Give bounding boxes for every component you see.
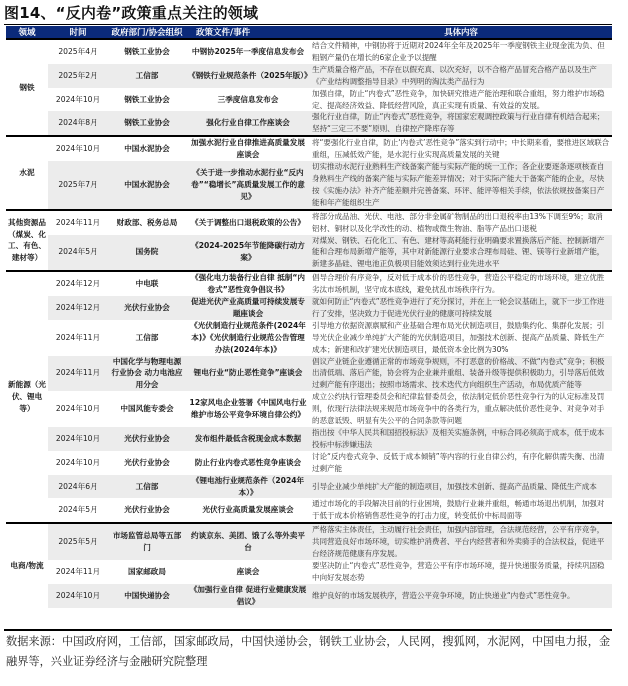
doc-cell: 强化行业自律工作座谈会 xyxy=(186,111,310,136)
time-cell: 2024年6月 xyxy=(48,475,108,499)
doc-cell: 12家风电企业签署《中国风电行业维护市场公平竞争环境自律公约》 xyxy=(189,398,307,420)
doc-cell: 约谈京东、美团、饿了么等外卖平台 xyxy=(186,523,310,560)
time-cell: 2025年2月 xyxy=(48,64,108,88)
content-cell: 维护良好的市场发展秩序，营造公平竞争环境，防止快递业“内卷式”恶性竞争。 xyxy=(310,584,612,608)
doc-cell: 《关于进一步推动水泥行业“反内卷”“稳增长”高质量发展工作的意见》 xyxy=(186,161,310,210)
org-cell: 国务院 xyxy=(108,235,186,272)
org-cell: 中国化学与物理电源行业协会 动力电池应用分会 xyxy=(108,356,186,392)
content-cell: 将“要强化行业自律，防止‘内卷式’恶性竞争”落实到行动中；中长期来看，要推进区域联合重组，压减低效产能，是水泥行业实现高质量发展的关键 xyxy=(310,136,612,161)
doc-cell: 促进光伏产业高质量可持续发展专题座谈会 xyxy=(186,296,310,320)
doc-cell: 锂电行业“防止恶性竞争”座谈会 xyxy=(186,356,310,392)
doc-cell: 加强水泥行业自律推进高质量发展座谈会 xyxy=(186,136,310,161)
table-row xyxy=(6,498,612,523)
content-cell: 倡导合理价有序竞争，反对低于成本价的恶性竞争，营造公平稳定的市场环境，建立优胜劣汰市场机制，坚守成本底线，避免扰乱市场秩序行为。 xyxy=(310,271,612,296)
table-row xyxy=(6,451,612,475)
content-cell: 严格落实主体责任，主动履行社会责任，加强内部管理，合法规范经营，公平有序竞争，共同营造良好市场环境，切实维护消费者、平台内经营者和外卖骑手的合法权益，促进平台经济规范健康有序发展。 xyxy=(310,523,612,560)
org-cell: 光伏行业协会 xyxy=(108,427,186,451)
table-row xyxy=(6,210,612,235)
table-row xyxy=(6,39,612,64)
table-row xyxy=(6,560,612,584)
domain-cell: 钢铁 xyxy=(19,82,35,92)
col-header-time: 时间 xyxy=(48,26,108,39)
time-cell: 2025年7月 xyxy=(48,161,108,210)
content-cell: 倡议产业链企业遵循正常的市场竞争规则，不打恶意的价格战、不做“内卷式”竞争；积极出清低端、落后产能，协会将为企业兼并重组、装备升级等提供积极助力，引导落后低效过剩产能有序退出；按照市场需求、技术迭代方向组织生产活动，布局优质产能等 xyxy=(310,356,612,392)
time-cell: 2024年11月 xyxy=(55,332,101,342)
doc-cell: 《关于调整出口退税政策的公告》 xyxy=(186,210,310,235)
content-cell: 通过市场化的手段解决目前的行业困境，鼓励行业兼并重组，畅通市场退出机制，加强对于低于成本价格销售恶性竞争的打击力度，转变低价中标局面等 xyxy=(312,499,605,521)
domain-cell: 电商/物流 xyxy=(6,523,48,607)
table-row xyxy=(6,296,612,320)
org-cell: 中电联 xyxy=(108,271,186,296)
time-cell: 2024年12月 xyxy=(48,296,108,320)
table-row xyxy=(6,64,612,88)
table-row xyxy=(6,88,612,112)
table-row xyxy=(6,271,612,296)
table-row xyxy=(6,475,612,499)
doc-cell: 《锂电池行业规范条件（2024年本）》 xyxy=(186,475,310,499)
doc-cell: 防止行业内卷式恶性竞争座谈会 xyxy=(194,457,302,467)
domain-cell: 水泥 xyxy=(6,136,48,209)
org-cell: 钢铁工业协会 xyxy=(108,111,186,136)
table-row xyxy=(6,320,612,356)
time-cell: 2024年12月 xyxy=(48,271,108,296)
org-cell: 中国水泥协会 xyxy=(108,136,186,161)
doc-cell: 《光伏制造行业规范条件(2024年本)》《光伏制造行业规范公告管理办法(2024年本)》 xyxy=(190,320,306,354)
content-cell: 讨论“反内卷式竞争、反低于成本倾销”等内容的行业自律公约，有序化解供需失衡、出清过剩产能 xyxy=(312,451,605,473)
content-cell: 加强自律，防止“内卷式”恶性竞争，加快研究推进产能治理和联合重组，努力维护市场稳定、提高经济效益、降低经营风险，真正实现有质量、有效益的发展。 xyxy=(312,88,605,110)
table-row xyxy=(6,235,612,272)
policy-table xyxy=(6,26,612,608)
source-note: 数据来源：中国政府网，工信部，国家邮政局，中国快递协会，钢铁工业协会，人民网，搜狐网，水泥网，中国电力报，金融界等，兴业证券经济与金融研究院整理 xyxy=(6,635,611,668)
doc-cell: 《强化电力装备行业自律 抵制“内卷式”恶性竞争倡议书》 xyxy=(186,271,310,296)
bottom-rule xyxy=(4,629,612,631)
time-cell: 2024年10月 xyxy=(48,427,108,451)
time-cell: 2024年5月 xyxy=(58,505,98,515)
figure-title: 图14、“反内卷”政策重点关注的领域 xyxy=(4,4,259,22)
content-cell: 生产质量合格产品，不存在以假充真、以次充好，以不合格产品冒充合格产品以及生产《产业结构调整指导目录》中列明的淘汰类产品行为 xyxy=(310,64,612,88)
content-cell: 将部分成品油、光伏、电池、部分非金属矿物制品的出口退税率由13%下调至9%；取消铝材、铜材以及化学改性的动、植物或微生物油、脂等产品出口退税 xyxy=(310,210,612,235)
table-row xyxy=(6,584,612,608)
org-cell: 国家邮政局 xyxy=(128,566,166,576)
org-cell: 工信部 xyxy=(135,332,159,342)
doc-cell: 光伏行业高质量发展座谈会 xyxy=(202,505,294,515)
doc-cell: 中钢协2025年一季度信息发布会 xyxy=(191,46,305,56)
table-row xyxy=(6,427,612,451)
org-cell: 光伏行业协会 xyxy=(108,296,186,320)
content-cell: 引导地方依据资源禀赋和产业基础合理布局光伏制造项目，鼓励集约化、集群化发展；引导光伏企业减少单纯扩大产能的光伏制造项目，加强技术创新、提高产品质量、降低生产成本；新建和改扩建光伏制造项目，最低资本金比例为30% xyxy=(312,320,605,354)
doc-cell: 三季度信息发布会 xyxy=(217,94,279,104)
content-cell: 切实推动水泥行业熟料生产线备案产能与实际产能的统一工作；各企业要逐条逐项核查自身熟料生产线的备案产能与实际产能差异情况；对于实际产能大于备案产能的企业，尽快按《实施办法》补齐产能差额并完善备案、环评、能评等相关手续，依法依规按备案日产能和年产能组织生产 xyxy=(310,161,612,210)
time-cell: 2024年10月 xyxy=(55,457,101,467)
doc-cell: 《2024-2025年节能降碳行动方案》 xyxy=(186,235,310,272)
doc-cell: 座谈会 xyxy=(236,566,260,576)
doc-cell: 《加强行业自律 促进行业健康发展倡议》 xyxy=(186,584,310,608)
time-cell: 2024年5月 xyxy=(48,235,108,272)
table-row xyxy=(6,161,612,210)
time-cell: 2024年10月 xyxy=(55,94,101,104)
time-cell: 2024年10月 xyxy=(48,136,108,161)
time-cell: 2024年10月 xyxy=(55,404,101,414)
org-cell: 工信部 xyxy=(108,475,186,499)
content-cell: 结合文件精神，中钢协将于近期对2024年全年及2025年一季度钢铁主业现金流为负、但粗钢产量仍在增长的6家企业予以提醒 xyxy=(312,41,605,62)
org-cell: 光伏行业协会 xyxy=(124,457,170,467)
col-header-content: 具体内容 xyxy=(310,26,612,39)
content-cell: 指出按《中华人民共和国招投标法》及相关实施条例，中标合同必须高于成本，低于成本投标中标涉嫌违法 xyxy=(310,427,612,451)
table-row xyxy=(6,136,612,161)
time-cell: 2025年5月 xyxy=(48,523,108,560)
top-rule xyxy=(4,24,612,25)
org-cell: 光伏行业协会 xyxy=(124,505,170,515)
table-row xyxy=(6,356,612,392)
time-cell: 2025年4月 xyxy=(58,46,98,56)
time-cell: 2024年8月 xyxy=(48,111,108,136)
time-cell: 2024年11月 xyxy=(48,210,108,235)
table-row xyxy=(6,111,612,136)
col-header-domain: 领域 xyxy=(6,26,48,39)
org-cell: 中国水泥协会 xyxy=(108,161,186,210)
time-cell: 2024年10月 xyxy=(48,584,108,608)
content-cell: 就如何防止“内卷式”恶性竞争进行了充分探讨，并在上一轮会议基础上，就下一步工作进行了安排，坚决致力于促进光伏行业的健康可持续发展 xyxy=(310,296,612,320)
org-cell: 钢铁工业协会 xyxy=(124,94,170,104)
doc-cell: 《钢铁行业规范条件（2025年版）》 xyxy=(186,64,310,88)
domain-cell: 新能源（光伏、锂电等） xyxy=(6,271,48,523)
org-cell: 钢铁工业协会 xyxy=(124,46,170,56)
table-row xyxy=(6,523,612,560)
org-cell: 中国风能专委会 xyxy=(120,404,174,414)
org-cell: 市场监管总局等五部门 xyxy=(108,523,186,560)
doc-cell: 发布组件最低含税现金成本数据 xyxy=(186,427,310,451)
table-header xyxy=(6,26,612,39)
content-cell: 成立公约执行管理委员会和纪律监督委员会，依法制定低价恶性竞争行为的认定标准及罚则，依现行法律法规来规范市场竞争中的各类行为，重点解决低价恶性竞争、对竞争对手的恶意诋毁、明显有失公平的合同条款等问题 xyxy=(312,392,605,426)
content-cell: 引导企业减少单纯扩大产能的制造项目，加强技术创新、提高产品质量、降低生产成本 xyxy=(310,475,612,499)
col-header-doc: 政策文件/事件 xyxy=(186,26,310,39)
time-cell: 2024年11月 xyxy=(48,356,108,392)
org-cell: 财政部、税务总局 xyxy=(108,210,186,235)
org-cell: 中国快递协会 xyxy=(108,584,186,608)
content-cell: 要坚决防止“内卷式”恶性竞争，营造公平有序市场环境，提升快递服务质量，持续巩固稳中向好发展态势 xyxy=(312,560,605,582)
org-cell: 工信部 xyxy=(108,64,186,88)
col-header-org: 政府部门/协会组织 xyxy=(108,26,186,39)
content-cell: 对煤炭、钢铁、石化化工、有色、建材等高耗能行业明确要求置换落后产能、控制新增产能和合理布局新增产能等，其中对新能源行业要求合理布局硅、锂、镁等行业新增产能，新建多晶硅、锂电池正负极项目能效须达到行业先进水平 xyxy=(310,235,612,272)
domain-cell: 其他资源品（煤炭、化工、有色、建材等） xyxy=(6,210,48,272)
table-row xyxy=(6,391,612,427)
time-cell: 2024年11月 xyxy=(55,566,101,576)
content-cell: 强化行业自律，防止“内卷式”恶性竞争，将国家宏观调控政策与行业自律有机结合起来；坚持“三定三不要”原则、自律控产降库存等 xyxy=(310,111,612,136)
